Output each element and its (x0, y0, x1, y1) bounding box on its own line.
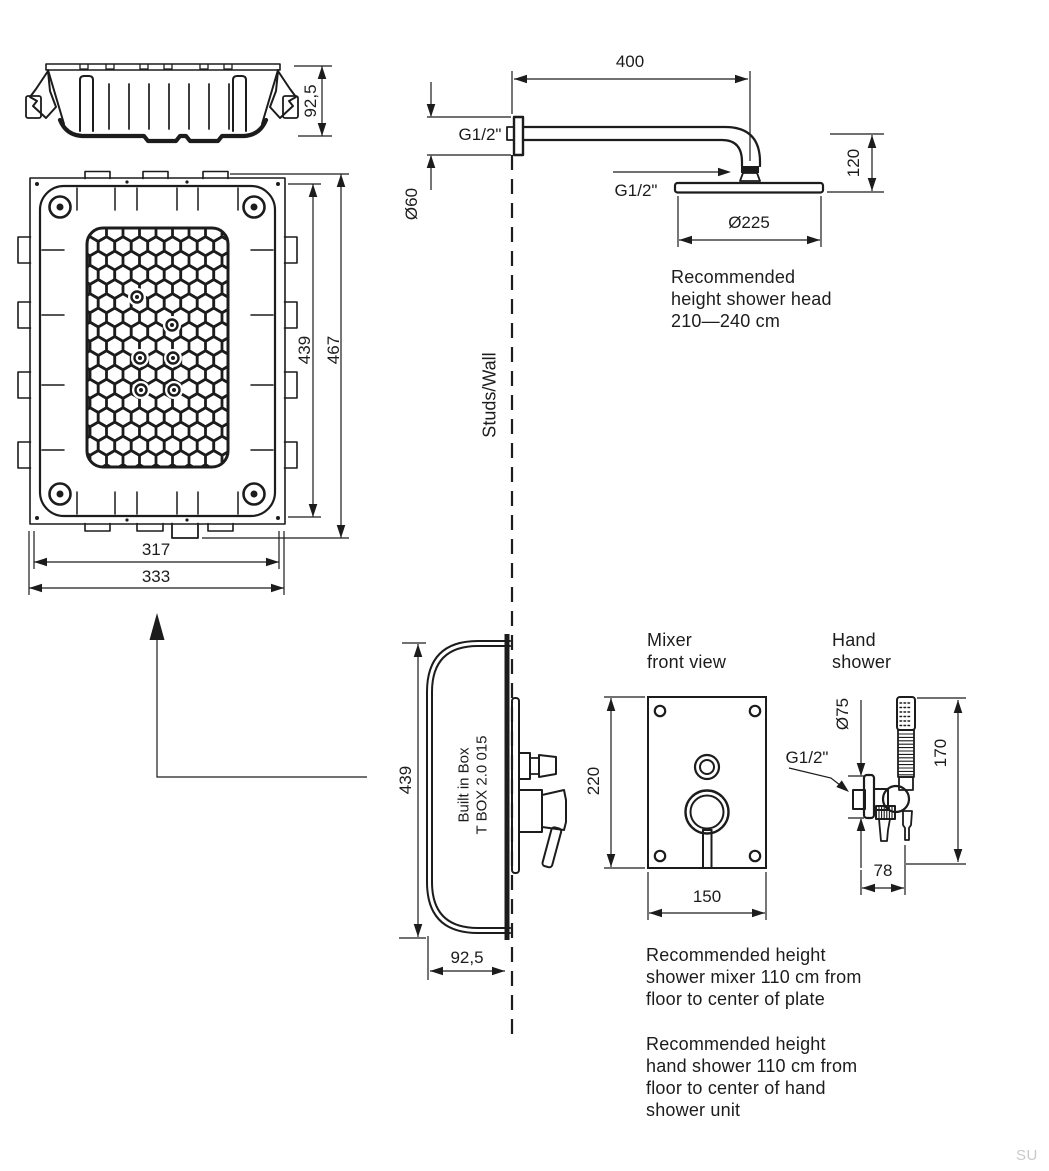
shower-head (675, 183, 823, 193)
mixer-front-view (648, 697, 766, 868)
diverter-button (695, 755, 719, 779)
box-front-view (18, 172, 297, 539)
note-mixer-height-line1: Recommended height (646, 945, 826, 965)
mixer-lever (542, 827, 562, 868)
mixer-title (647, 629, 726, 673)
dim-label-mixer-plate-height: 220 (583, 766, 603, 796)
dim-label-arm-length: 400 (615, 51, 645, 71)
dim-flange-diameter (402, 82, 511, 220)
dim-mixer-plate-height (584, 697, 645, 868)
dim-hand-wall-offset (861, 845, 905, 895)
note-mixer-height-line2: shower mixer 110 cm from (646, 967, 862, 987)
dim-head-diameter (678, 196, 821, 247)
dim-label-hand-flange-diameter: Ø75 (832, 697, 852, 731)
leader-front-view-to-box (150, 613, 368, 777)
note-hand-shower-height-line3: floor to center of hand (646, 1078, 826, 1098)
label-head-thread: G1/2" (614, 180, 658, 200)
dim-label-hand-shower-length: 170 (930, 738, 950, 768)
note-hand-shower-height-line2: hand shower 110 cm from (646, 1056, 858, 1076)
spray-honeycomb-panel (87, 228, 228, 467)
dim-label-front-mount-width: 317 (141, 539, 171, 559)
dim-label-head-diameter: Ø225 (728, 212, 770, 232)
dim-label-front-mount-height: 439 (294, 335, 314, 365)
mixer-title-line1: Mixer (647, 630, 692, 650)
leader-hand-thread (786, 748, 852, 795)
dim-label-built-in-box-depth: 92,5 (450, 947, 484, 967)
note-hand-shower-height (646, 1033, 857, 1121)
mixer-side-view (512, 698, 566, 873)
shower-arm-assembly (507, 117, 823, 193)
hand-shower-title-line1: Hand (832, 630, 876, 650)
label-arm-wall-thread: G1/2" (458, 124, 502, 144)
hand-shower-title (832, 629, 891, 673)
built-in-box-label-line2: T BOX 2.0 015 (473, 735, 491, 835)
mixer-title-line2: front view (647, 652, 727, 672)
dim-mixer-plate-width (648, 872, 766, 920)
wall-label: Studs/Wall (479, 352, 500, 438)
mixer-knob (686, 791, 729, 834)
hand-shower-title-line2: shower (832, 652, 892, 672)
note-mixer-height-line3: floor to center of plate (646, 989, 825, 1009)
dim-built-in-box-height (396, 643, 426, 938)
note-mixer-height (646, 944, 862, 1010)
dim-head-height (827, 134, 884, 192)
note-shower-head-line3: 210—240 cm (671, 311, 781, 331)
dim-label-head-height: 120 (843, 148, 863, 178)
dim-front-mount-width (34, 531, 279, 569)
dim-label-front-outer-height: 467 (323, 335, 343, 365)
mixer-knob-handle (703, 830, 712, 868)
built-in-box-side-view (427, 634, 510, 940)
dim-front-mount-height (288, 184, 321, 517)
box-side-view (26, 64, 298, 141)
dim-built-in-box-depth (428, 936, 505, 980)
box-face-plate (505, 634, 510, 940)
arm-nut (741, 166, 759, 173)
dim-label-mixer-plate-width: 150 (692, 886, 722, 906)
dim-arm-length (512, 52, 750, 161)
hose-connector (879, 819, 890, 841)
note-hand-shower-height-line4: shower unit (646, 1100, 741, 1120)
dim-box-side-depth (294, 66, 332, 136)
watermark: SU (1016, 1147, 1038, 1164)
dim-label-built-in-box-height: 439 (395, 765, 415, 795)
dim-label-side-depth: 92,5 (300, 84, 320, 118)
note-hand-shower-height-line1: Recommended height (646, 1034, 826, 1054)
note-shower-head-line1: Recommended (671, 267, 796, 287)
label-hand-thread: G1/2" (785, 747, 829, 767)
dim-label-flange-diameter: Ø60 (401, 187, 421, 221)
built-in-box-label-line1: Built in Box (455, 747, 473, 823)
hand-shower-tail (903, 811, 912, 840)
dim-label-front-outer-width: 333 (141, 566, 171, 586)
note-shower-head (671, 266, 832, 332)
dim-label-hand-wall-offset: 78 (873, 860, 893, 880)
note-shower-head-line2: height shower head (671, 289, 832, 309)
